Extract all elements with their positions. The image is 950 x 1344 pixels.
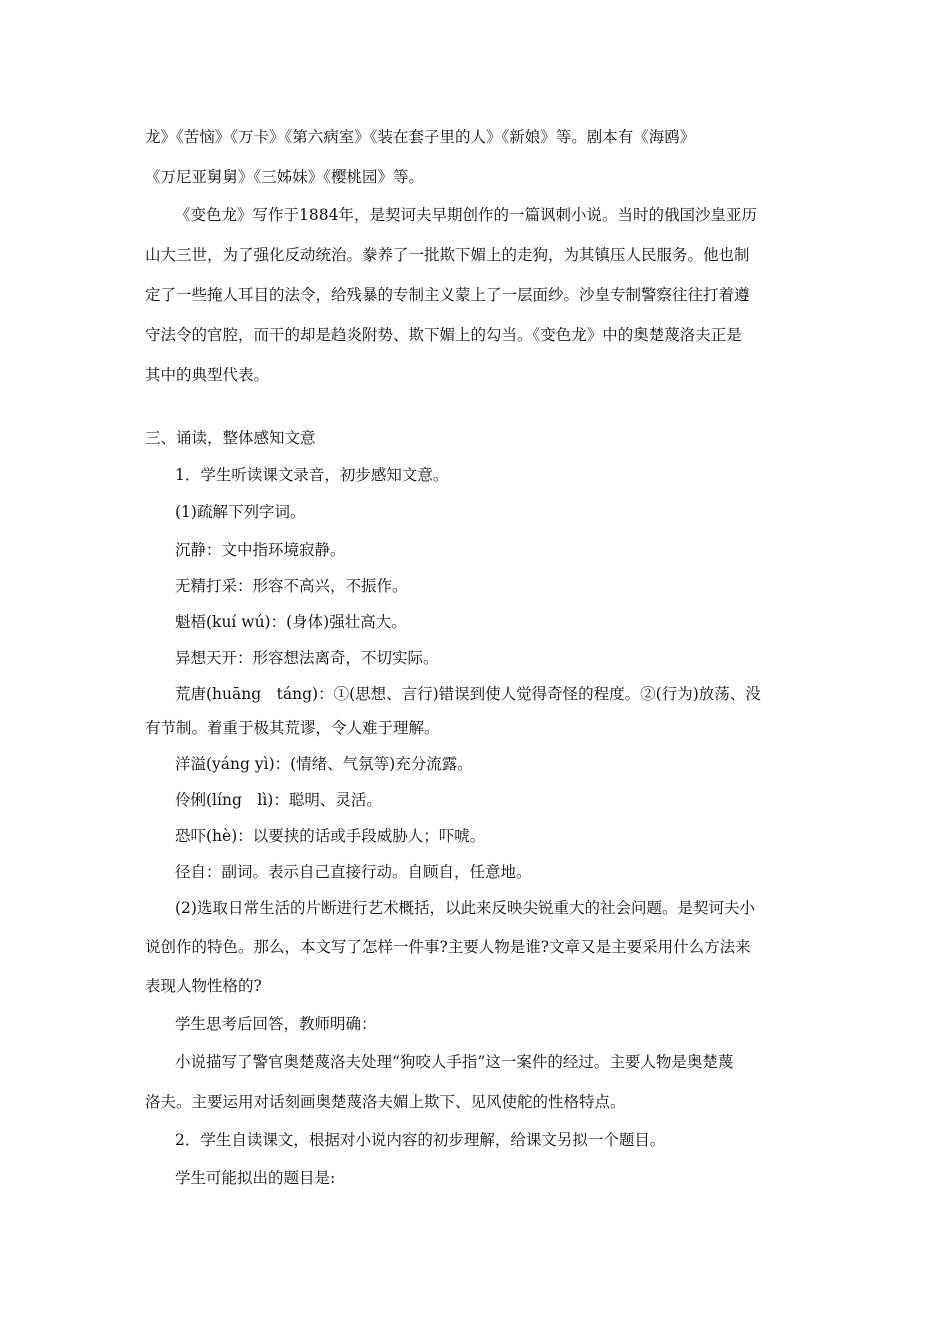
text-line: 径自：副词。表示自己直接行动。自顾自，任意地。 (175, 863, 532, 881)
text-line: 小说描写了警官奥楚蔑洛夫处理“狗咬人手指”这一案件的经过。主要人物是奥楚蔑 (175, 1053, 734, 1071)
section-heading: 三、诵读，整体感知文意 (145, 429, 316, 447)
text-line: (1)疏解下列字词。 (175, 503, 306, 521)
text-line: 表现人物性格的? (145, 977, 262, 995)
text-line: 荒唐(huāng táng)：①(思想、言行)错误到使人觉得奇怪的程度。②(行为)放荡、没 (175, 685, 761, 703)
text-line: 《变色龙》写作于1884年，是契诃夫早期创作的一篇讽刺小说。当时的俄国沙皇亚历 (175, 206, 757, 224)
text-line: 沉静：文中指环境寂静。 (175, 541, 346, 559)
text-line: 《万尼亚舅舅》《三姊妹》《樱桃园》等。 (145, 168, 425, 186)
text-line: 无精打采：形容不高兴，不振作。 (175, 577, 408, 595)
text-line: 魁梧(kuí wú)：(身体)强壮高大。 (175, 613, 407, 631)
text-line: 恐吓(hè)：以要挟的话或手段威胁人；吓唬。 (175, 827, 486, 845)
text-line: 1．学生听读课文录音，初步感知文意。 (175, 466, 449, 484)
text-line: 洋溢(yáng yì)：(情绪、气氛等)充分流露。 (175, 755, 473, 773)
text-line: 龙》《苦恼》《万卡》《第六病室》《装在套子里的人》《新娘》等。剧本有《海鸥》 (145, 128, 696, 146)
text-line: 异想天开：形容想法离奇，不切实际。 (175, 649, 439, 667)
text-line: 山大三世，为了强化反动统治。豢养了一批欺下媚上的走狗，为其镇压人民服务。他也制 (145, 246, 750, 264)
text-line: 洛夫。主要运用对话刻画奥楚蔑洛夫媚上欺下、见风使舵的性格特点。 (145, 1093, 626, 1111)
text-line: 学生思考后回答，教师明确： (175, 1015, 377, 1033)
text-line: 学生可能拟出的题目是: (175, 1169, 336, 1187)
text-line: 守法令的官腔，而干的却是趋炎附势、欺下媚上的勾当。《变色龙》中的奥楚蔑洛夫正是 (145, 326, 742, 344)
text-line: 其中的典型代表。 (145, 366, 270, 384)
text-line: 伶俐(líng lì)：聪明、灵活。 (175, 791, 382, 809)
text-line: 说创作的特色。那么，本文写了怎样一件事?主要人物是谁?文章又是主要采用什么方法来 (145, 938, 751, 956)
text-line: 有节制。着重于极其荒谬，令人难于理解。 (145, 719, 440, 737)
text-line: 2．学生自读课文，根据对小说内容的初步理解，给课文另拟一个题目。 (175, 1131, 666, 1149)
text-line: 定了一些掩人耳目的法令，给残暴的专制主义蒙上了一层面纱。沙皇专制警察往往打着遵 (145, 286, 750, 304)
text-line: (2)选取日常生活的片断进行艺术概括，以此来反映尖锐重大的社会问题。是契诃夫小 (175, 899, 755, 917)
